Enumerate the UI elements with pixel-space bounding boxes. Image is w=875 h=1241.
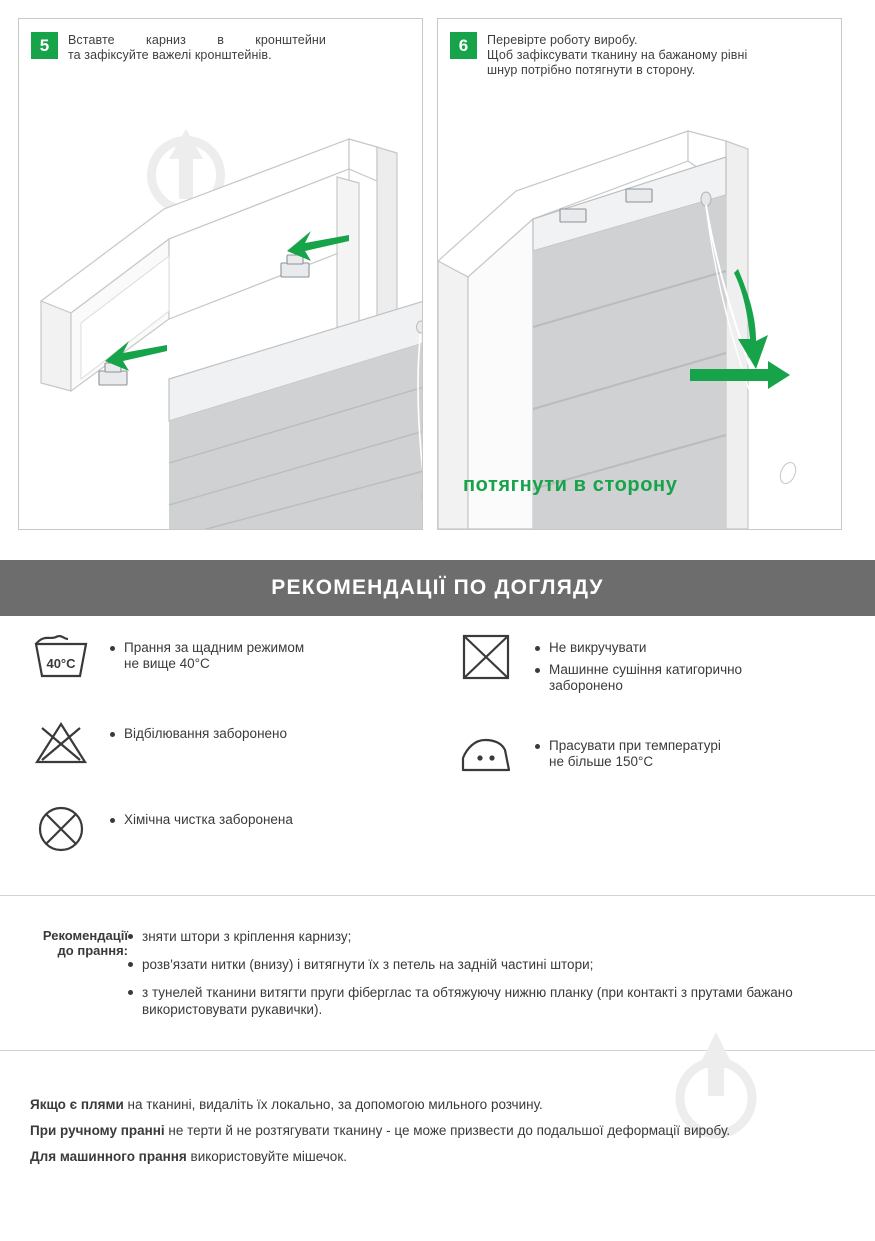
note-2-bold: При ручному пранні: [30, 1123, 165, 1138]
no-bleach-triangle-icon: [30, 716, 92, 768]
step-5-header: [19, 19, 422, 63]
wash-label-line-1: Рекомендації: [42, 928, 128, 943]
step-5-line-1: Вставте карниз в кронштейни: [68, 33, 326, 47]
bullet-dot-icon: [110, 646, 115, 651]
wash-list-item: [128, 956, 858, 973]
window-frame-drawing: [19, 91, 422, 529]
note-3-rest: використовуйте мішечок.: [186, 1149, 347, 1164]
care-item-wash40-texts: [110, 630, 304, 678]
step-6-text: [487, 32, 747, 78]
wash-list-item: [128, 928, 858, 945]
wash-list-item-text: з тунелей тканини витягти пруги фіберглас та обтяжуючу нижню планку (при контакті з прутами бажано використовувати рукавички).: [142, 985, 793, 1017]
care-text-line: Прання за щадним режимом: [124, 640, 305, 655]
care-bullet: [535, 738, 721, 770]
care-bullet: [535, 662, 799, 694]
bullet-dot-icon: [110, 818, 115, 823]
care-column-right: [455, 630, 875, 814]
care-item-iron: [455, 728, 875, 786]
note-1-rest: на тканині, видаліть їх локально, за допомогою мильного розчину.: [123, 1097, 543, 1112]
care-text: Не викручувати: [549, 640, 647, 655]
bullet-dot-icon: [128, 990, 133, 995]
care-column-left: [30, 630, 450, 888]
wash-label-line-2: до прання:: [57, 943, 128, 958]
care-text-line: не вище 40°С: [124, 656, 210, 671]
wash-tub-40-icon: [30, 630, 92, 682]
step-6-line-2: Щоб зафіксувати тканину на бажаному рівні: [487, 48, 748, 62]
bullet-dot-icon: [128, 934, 133, 939]
window-fabric-drawing: [438, 91, 841, 529]
step-5-line-2: та зафіксуйте важелі кронштейнів.: [68, 48, 272, 62]
care-bullet: [110, 640, 304, 672]
note-line-2: [30, 1121, 850, 1140]
care-item-wash40: [30, 630, 450, 688]
step-6-illustration: [438, 91, 841, 529]
care-item-no-dry-clean: [30, 802, 450, 860]
care-item-no-wring-texts: [535, 630, 799, 700]
note-3-bold: Для машинного прання: [30, 1149, 187, 1164]
note-line-1: [30, 1095, 850, 1114]
care-bullet: [110, 812, 293, 828]
step-card-5: [18, 18, 423, 530]
no-dry-clean-circle-icon: [30, 802, 92, 854]
wash-list-item: [128, 984, 858, 1018]
step-card-6: [437, 18, 842, 530]
iron-two-dots-icon: [455, 728, 517, 780]
divider-top: [0, 895, 875, 896]
step-6-line-1: Перевірте роботу виробу.: [487, 33, 638, 47]
wash-recommendations-list: [128, 928, 858, 1029]
care-bullet: [110, 726, 287, 742]
bullet-dot-icon: [110, 732, 115, 737]
bullet-dot-icon: [535, 744, 540, 749]
wash-list-item-text: зняти штори з кріплення карнизу;: [142, 929, 352, 944]
care-text-line: Прасувати при температурі: [549, 738, 721, 753]
care-item-no-wring: [455, 630, 875, 700]
care-text: [124, 640, 304, 672]
care-bullet: [535, 640, 799, 656]
care-text: [549, 738, 721, 770]
care-text-line: не більше 150°С: [549, 754, 654, 769]
care-item-no-dry-clean-texts: [110, 802, 293, 834]
care-symbols-grid: [0, 630, 875, 880]
care-text: Машинне сушіння катигорично заборонено: [549, 662, 743, 693]
care-item-no-bleach-texts: [110, 716, 287, 748]
care-banner: [0, 560, 875, 616]
step-6-caption: потягнути в сторону: [463, 474, 678, 496]
bullet-dot-icon: [128, 962, 133, 967]
step-6-header: [438, 19, 841, 78]
care-text: Хімічна чистка заборонена: [124, 812, 293, 827]
note-2-rest: не терти й не розтягувати тканину - це може призвести до подальшої деформації виробу.: [164, 1123, 731, 1138]
note-1-bold: Якщо є плями: [30, 1097, 124, 1112]
care-item-iron-texts: [535, 728, 721, 776]
bullet-dot-icon: [535, 668, 540, 673]
step-6-number: 6: [450, 32, 477, 59]
no-wring-square-icon: [455, 630, 517, 682]
bottom-notes: [30, 1095, 850, 1173]
step-5-illustration: [19, 91, 422, 529]
step-5-text: [68, 32, 326, 63]
wash-list-item-text: розв'язати нитки (внизу) і витягнути їх з петель на задній частині штори;: [142, 957, 594, 972]
bullet-dot-icon: [535, 646, 540, 651]
steps-row: [18, 18, 857, 530]
step-6-line-3: шнур потрібно потягнути в сторону.: [487, 63, 696, 77]
note-line-3: [30, 1147, 850, 1166]
care-banner-title: РЕКОМЕНДАЦІЇ ПО ДОГЛЯДУ: [271, 576, 604, 599]
wash-tub-temperature-label: 40°C: [46, 656, 76, 671]
wash-recommendations-label: [18, 928, 128, 958]
care-text: Відбілювання заборонено: [124, 726, 287, 741]
care-item-no-bleach: [30, 716, 450, 774]
step-5-number: 5: [31, 32, 58, 59]
